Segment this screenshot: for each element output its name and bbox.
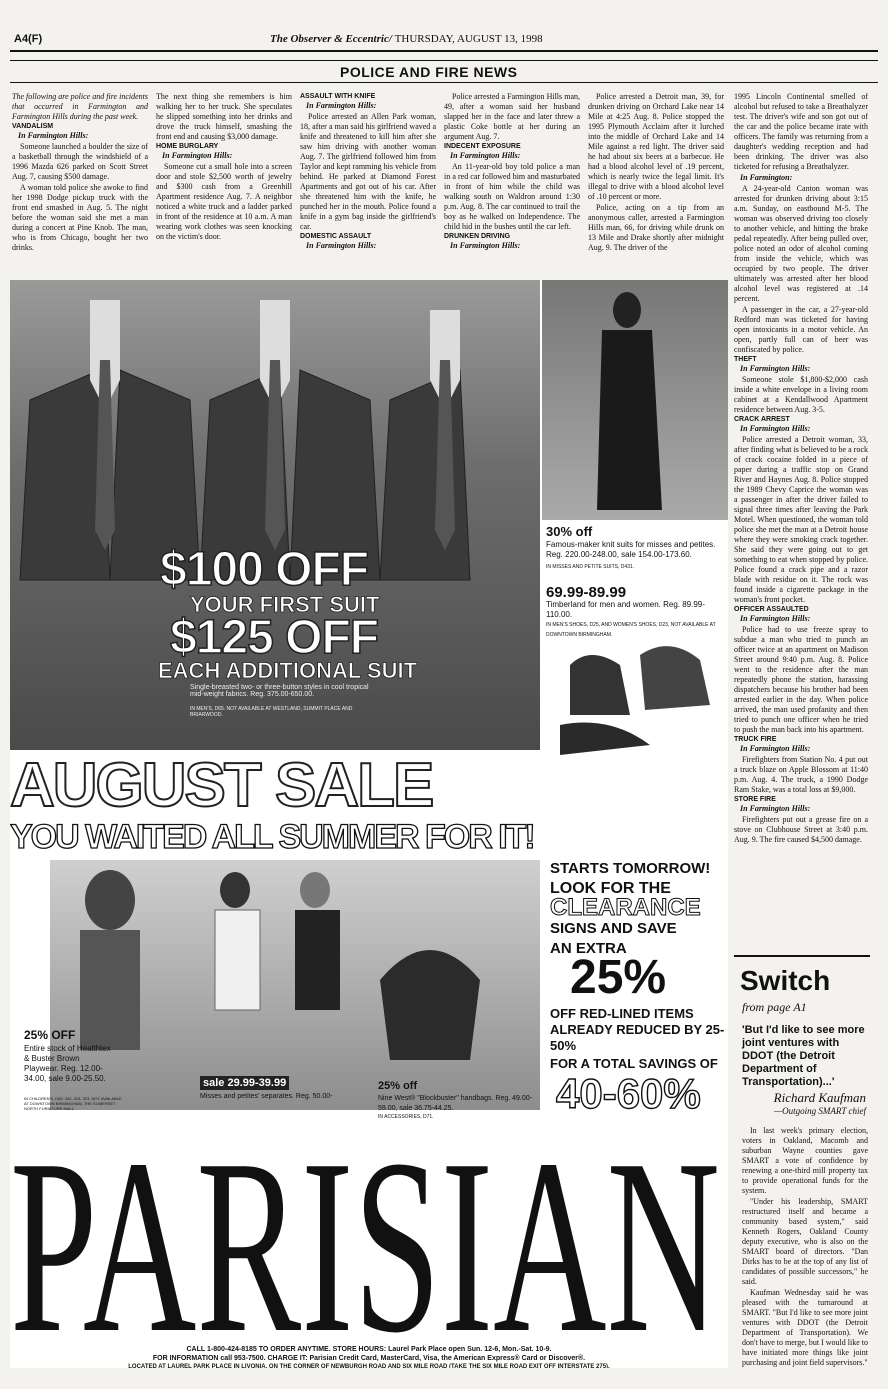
- story-paragraph: Someone cut a small hole into a screen door and stole $2,500 worth of jewelry and $300 cash from a Greenhill Apartment residence Aug. 7. A neighbor noticed a white truck and a ladder parked in front of the residence at 10 a.m. A man wearing work clothes was seen knocking on the victim's door.: [156, 162, 292, 241]
- story-paragraph: Police had to use freeze spray to subdue a man who tried to punch an officer twice at an apartment on Madison Street around 9:40 p.m. Aug. 8. Police went to the residence after the man repeatedly phone the station, harassing dispatchers because his brother had been arrested earlier in the day. When police arrived, the man used profanity and then tried to punch one officer when he tried to push the man back into his apartment.: [734, 625, 868, 734]
- footer-info-line: FOR INFORMATION call 953-7500. CHARGE IT: Parisian Credit Card, MasterCard, Visa, the American Express® Card or Discover®.: [152, 1355, 586, 1362]
- suit-offer-2: $125 OFF: [170, 611, 379, 664]
- people-illustration: [50, 860, 540, 1110]
- kids-discount: 25% OFF: [24, 1028, 76, 1042]
- story-paragraph: A passenger in the car, a 27-year-old Redford man was ticketed for having open intoxicants in a motor vehicle. An open, partly full can of beer was confiscated by police.: [734, 305, 868, 354]
- heading-officer-assaulted: OFFICER ASSAULTED: [734, 606, 809, 613]
- heading-vandalism: VANDALISM: [12, 123, 54, 130]
- total-savings-label: FOR A TOTAL SAVINGS OF: [550, 1056, 718, 1071]
- august-sale-headline: AUGUST SALE: [10, 751, 433, 820]
- heading-indecent-exposure: INDECENT EXPOSURE: [444, 143, 521, 150]
- switch-rule: [734, 955, 870, 957]
- location-label: In Farmington Hills:: [450, 151, 521, 160]
- issue-date: THURSDAY, AUGUST 13, 1998: [394, 33, 543, 45]
- starts-tomorrow: STARTS TOMORROW!: [550, 860, 711, 877]
- kids-description: Entire stock of Healthtex & Buster Brown Playwear. Reg. 12.00-34.00, sale 9.00-25.50.: [24, 1044, 111, 1083]
- story-paragraph: Police, acting on a tip from an anonymous caller, arrested a Farmington Hills man, 66, for driving while drunk on 13 Mile and Drake shortly after midnight Aug. 9. The driver of the: [588, 203, 724, 252]
- handbags-description: Nine West® "Blockbuster" handbags. Reg. 49.00-59.00, sale 36.75-44.25.: [378, 1095, 532, 1112]
- heading-home-burglary: HOME BURGLARY: [156, 143, 219, 150]
- handbags-location: IN ACCESSORIES, D71.: [378, 1114, 434, 1120]
- dress-photo: [542, 280, 728, 520]
- switch-headline: Switch: [740, 965, 831, 996]
- heading-drunken-driving: DRUNKEN DRIVING: [444, 233, 511, 240]
- heading-store-fire: STORE FIRE: [734, 796, 776, 803]
- parisian-advertisement: [10, 280, 728, 1368]
- suits-photo: [10, 280, 540, 750]
- suit-description: Single-breasted two- or three-button styles in cool tropical mid-weight fabrics. Reg. 375.00-650.00.: [190, 684, 369, 698]
- story-paragraph: Kaufman Wednesday said he was pleased with the turnaround at SMART. "But I'd like to see more joint ventures with DDOT (the Detroit Department of Transportation). We don't have to merge, but I would like to have initiated more things like joint purchasing and joint field supervisors.": [742, 1288, 868, 1367]
- location-label: In Farmington Hills:: [740, 804, 811, 813]
- page-number: A4(F): [14, 33, 43, 45]
- pull-quote: 'But I'd like to see more joint ventures with DDOT (the Detroit Department of Transportation)...': [742, 1024, 865, 1088]
- clearance-label: CLEARANCE: [550, 894, 701, 921]
- story-paragraph: Someone launched a boulder the size of a basketball through the windshield of a 1996 Mazda 626 parked on Scott Street Aug. 7, causing $500 damage.: [12, 142, 148, 181]
- extra-25-percent: 25%: [570, 951, 667, 1004]
- boots-location: IN MEN'S SHOES, D25, AND WOMEN'S SHOES, D23, NOT AVAILABLE AT DOWNTOWN BIRMINGHAM.: [546, 622, 716, 638]
- heading-theft: THEFT: [734, 356, 757, 363]
- kids-location: IN CHILDREN'S, D58, 342, 315, 323. NOT AVAILABLE AT DOWNTOWN BIRMINGHAM, THE SOMERSET NORTH FURNITURE MALL.: [24, 1096, 122, 1111]
- column-2: [156, 92, 292, 277]
- pull-quote-name: Richard Kaufman: [773, 1090, 866, 1105]
- location-label: In Farmington Hills:: [162, 151, 233, 160]
- intro-text: The following are police and fire incidents that occurred in Farmington and Farmington Hills during the past week.: [12, 92, 148, 121]
- look-for: LOOK FOR THE: [550, 880, 671, 897]
- story-paragraph: Someone stole $1,800-$2,000 cash inside a white envelope in a living room cabinet at a Kendallwood Apartment residence between Aug. 3-5.: [734, 375, 868, 414]
- column-3: [300, 92, 436, 277]
- column-4: [444, 92, 580, 277]
- section-rule-bottom: [10, 82, 878, 83]
- location-label: In Farmington Hills:: [740, 744, 811, 753]
- parisian-wordmark: PARISIAN: [10, 1140, 720, 1340]
- masthead: [270, 33, 543, 45]
- location-label: In Farmington Hills:: [740, 364, 811, 373]
- section-title: POLICE AND FIRE NEWS: [340, 64, 518, 80]
- misses-description: Misses and petites' separates. Reg. 50.00-: [200, 1093, 333, 1100]
- section-rule-top: [10, 60, 878, 61]
- boots-price: 69.99-89.99: [546, 584, 627, 601]
- story-paragraph: Firefighters put out a grease fire on a stove on Clubhouse Street at 3:40 p.m. Aug. 9. The fire caused $4,500 damage.: [734, 815, 868, 844]
- column-5: [588, 92, 724, 277]
- dress-discount: 30% off: [546, 524, 593, 539]
- heading-assault-with-knife: ASSAULT WITH KNIFE: [300, 93, 376, 100]
- story-paragraph: Firefighters from Station No. 4 put out a truck blaze on Apple Blossom at 11:40 p.m. Aug. 4. The truck, a 1990 Dodge Ram Stake, was a total loss at $9,000.: [734, 755, 868, 794]
- red-lined-offer: OFF RED-LINED ITEMS ALREADY REDUCED BY 25-50%: [550, 1006, 725, 1053]
- location-label: In Farmington Hills:: [740, 424, 811, 433]
- story-paragraph: "Under his leadership, SMART restructured itself and became a community based system," said Kenneth Rogers, Oakland County deputy executive, who is also on the SMART board of directors. "Dan Dirks has to be at the top of any list of candidates of possible successors," he said.: [742, 1197, 868, 1286]
- location-label: In Farmington Hills:: [740, 614, 811, 623]
- location-label: In Farmington Hills:: [18, 131, 89, 140]
- summer-tagline: YOU WAITED ALL SUMMER FOR IT!: [10, 818, 534, 856]
- model-illustration: [542, 280, 728, 520]
- suit-location: IN MEN'S, D65. NOT AVAILABLE AT WESTLAND, SUMMIT PLACE AND BRIARWOOD.: [190, 706, 353, 718]
- dress-location: IN MISSES AND PETITE SUITS, D431.: [546, 564, 635, 570]
- story-paragraph: 1995 Lincoln Continental smelled of alcohol but refused to take a Breathalyzer test. The driver's wife and son got out of the car and the police became irate with officers. The family was returning from a daughter's wedding reception and had been drinking. The driver was also ticketed for refusing a Breathalyzer.: [734, 92, 868, 171]
- column-1: [12, 92, 148, 277]
- story-paragraph: A 24-year-old Canton woman was arrested for drunken driving about 3:15 a.m. Sunday, on eastbound M-5. The woman was observed driving too closely to another vehicle, and hitting the brake pedal repeatedly. After being pulled over, police noted an odor of alcohol coming from inside the vehicle, which was occupied by two people. The driver ultimately was arrested after her blood alcohol level was registered at .14 percent.: [734, 184, 868, 303]
- boots-illustration: [550, 635, 725, 765]
- family-photo: [50, 860, 540, 1110]
- heading-domestic-assault: DOMESTIC ASSAULT: [300, 233, 372, 240]
- an-extra: AN EXTRA: [550, 940, 627, 957]
- story-paragraph: Police arrested a Detroit woman, 33, after finding what is believed to be a rock of crack cocaine folded in a piece of paper during a traffic stop on Grand River and Haynes Aug. 8. Police stopped the 1989 Chevy Caprice the woman was a passenger in after the driver failed to signal three times after leaving the Park Motel. When questioned, the woman told police she met the man at a Detroit house where they were smoking crack together. She said they were going out to get something to eat when stopped by police. Police found a crack pipe and a razor blade with residue on it. The rock was found inside a cigarette package in the woman's front pocket.: [734, 435, 868, 604]
- handbags-discount: 25% off: [378, 1080, 418, 1092]
- paper-name: The Observer & Eccentric/: [270, 33, 392, 45]
- location-label: In Farmington Hills:: [450, 241, 521, 250]
- signs-and-save: SIGNS AND SAVE: [550, 920, 677, 937]
- pull-quote-role: —Outgoing SMART chief: [774, 1106, 866, 1116]
- parisian-logo: [10, 1140, 728, 1340]
- footer-order-line: CALL 1-800-424-8185 TO ORDER ANYTIME. STORE HOURS: Laurel Park Place open Sun. 12-6, Mon.-Sat. 10-9.: [186, 1346, 552, 1353]
- boots-description: Timberland for men and women. Reg. 89.99-110.00.: [546, 600, 705, 619]
- story-paragraph: Police arrested a Detroit man, 39, for drunken driving on Orchard Lake near 14 Mile at 4:25 Aug. 8. Police stopped the 1995 Plymouth Acclaim after it lurched into the middle of Orchard Lake and 14 Mile against a red light. The driver said he had about six beers at a barbecue. He had a blood alcohol level of .19 percent, which is nearly twice the legal limit. It's illegal to drive with a blood alcohol level of .10 percent or more.: [588, 92, 724, 201]
- suit-offer-2-label: EACH ADDITIONAL SUIT: [158, 658, 418, 683]
- story-paragraph: Police arrested a Farmington Hills man, 49, after a woman said her husband slapped her in the face and later threw a plastic Coke bottle at her during an argument Aug. 7.: [444, 92, 580, 141]
- suit-offer-1-label: YOUR FIRST SUIT: [190, 592, 380, 617]
- story-paragraph: Police arrested an Allen Park woman, 18, after a man said his girlfriend waved a knife and threatened to kill him after she saw him driving with another woman Aug. 7. The girlfriend followed him from Taylor and kept ramming his vehicle from behind. He parked at Diamond Forest Apartments and got out of his car. After she threatened him with the knife, he punched her in the mouth. Police found a knife in a gym bag inside the girlfriend's car.: [300, 112, 436, 231]
- switch-body: [742, 1126, 868, 1376]
- story-paragraph: The next thing she remembers is him walking her to her truck. She speculates he slipped something into her drinks and drove the truck himself, smashing the front end and causing $3,000 damage.: [156, 92, 292, 141]
- heading-truck-fire: TRUCK FIRE: [734, 736, 777, 743]
- footer-location-line: LOCATED AT LAUREL PARK PLACE IN LIVONIA, ON THE CORNER OF NEWBURGH ROAD AND SIX MILE ROAD (TAKE THE SIX MILE ROAD EXIT OFF INTERSTATE 275).: [128, 1364, 610, 1368]
- header-rule: [10, 50, 878, 52]
- story-paragraph: In last week's primary election, voters in Oakland, Macomb and suburban Wayne counties gave SMART a vote of confidence by renewing a one-third mill property tax to provide operational funds for the system.: [742, 1126, 868, 1195]
- dress-description: Famous-maker knit suits for misses and petites. Reg. 220.00-248.00, sale 154.00-173.60.: [546, 540, 716, 559]
- total-savings-percent: 40-60%: [556, 1070, 701, 1117]
- column-6: [734, 92, 868, 947]
- switch-jump-line: from page A1: [742, 1000, 807, 1014]
- location-label: In Farmington:: [740, 173, 793, 182]
- misses-price: sale 29.99-39.99: [200, 1076, 289, 1090]
- location-label: In Farmington Hills:: [306, 101, 377, 110]
- story-paragraph: An 11-year-old boy told police a man in a red car followed him and masturbated in front of him while the child was walking south on Waldron around 1:30 p.m. Aug. 8. The car continued to trail the boy as he walked on Independence. The child hid in the bushes until the car left.: [444, 162, 580, 231]
- suit-offer-1: $100 OFF: [160, 543, 369, 596]
- location-label: In Farmington Hills:: [306, 241, 377, 250]
- story-paragraph: A woman told police she awoke to find her 1998 Dodge pickup truck with the front end smashed in Aug. 5. The night before the woman said she met a man during a concert at Pine Knob. The man, who is from Chicago, bought her two drinks.: [12, 183, 148, 252]
- heading-crack-arrest: CRACK ARREST: [734, 416, 790, 423]
